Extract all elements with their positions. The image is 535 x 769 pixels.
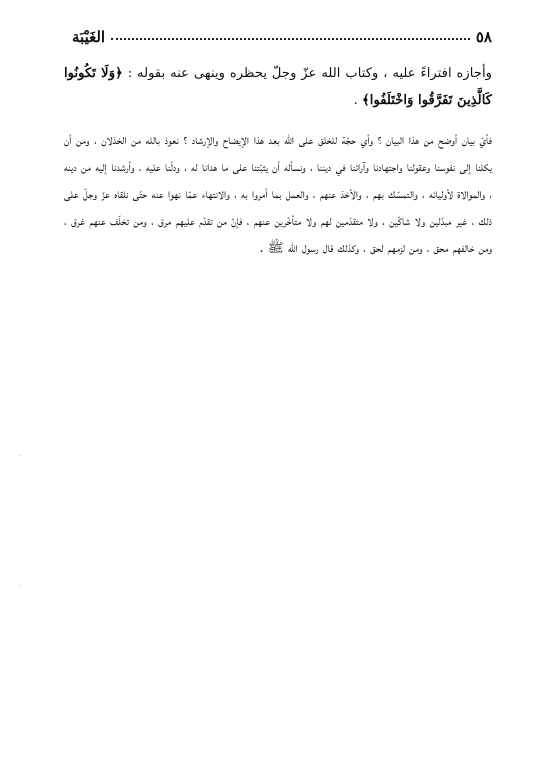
quran-verse: وَلَا تَكُونُوا كَالَّذِينَ تَفَرَّقُوا وَاخْتَلَفُوا bbox=[64, 66, 492, 108]
paragraph-1-end: . bbox=[353, 93, 358, 108]
scan-speck bbox=[20, 455, 21, 456]
running-title: الغَيْبَة bbox=[72, 28, 106, 46]
header-dotted-leader bbox=[111, 38, 470, 40]
paragraph-1 bbox=[64, 60, 492, 114]
quran-open-bracket: ﴿ bbox=[115, 66, 123, 81]
body-text bbox=[64, 60, 492, 262]
paragraph-1-intro: وأجازه افتراءً عليه ، وكتاب الله عزّ وجلّ يحظره وينهى عنه بقوله : bbox=[127, 66, 492, 81]
paragraph-2: فأيّ بيان أوضح من هذا البيان ؟ وأي حجّة للخلق على الله بعد هذا الإيضاح والإرشاد ؟ نعوذ بالله من الخذلان ، ومن أن يكلنا إلى نفوسنا وعقولنا واجتهادنا وآرائنا في ديننا ، ونسأله أن يثبّتنا على ما هدانا له ، ودلّنا عليه ، وأرشدنا إليه من دينه ، والموالاة لأوليائه ، والتمسّك بهم ، والأخذ عنهم ، والعمل بما أمروا به ، والانتهاء عمّا نهوا عنه حتّى نلقاه عزّ وجلّ على ذلك ، غير مبدّلين ولا شاكّين ، ولا متقدّمين لهم ولا متأخّرين عنهم ، فإنّ من تقدّم عليهم مرق ، ومن تخلّف عنهم غرق ، ومن خالفهم محق ، ومن لزمهم لحق ، وكذلك قال رسول الله ﷺ . bbox=[64, 133, 492, 256]
page-header bbox=[72, 22, 492, 46]
scan-speck bbox=[20, 585, 21, 586]
quran-close-bracket: ﴾ bbox=[362, 93, 370, 108]
page-number: ٥٨ bbox=[475, 28, 492, 46]
